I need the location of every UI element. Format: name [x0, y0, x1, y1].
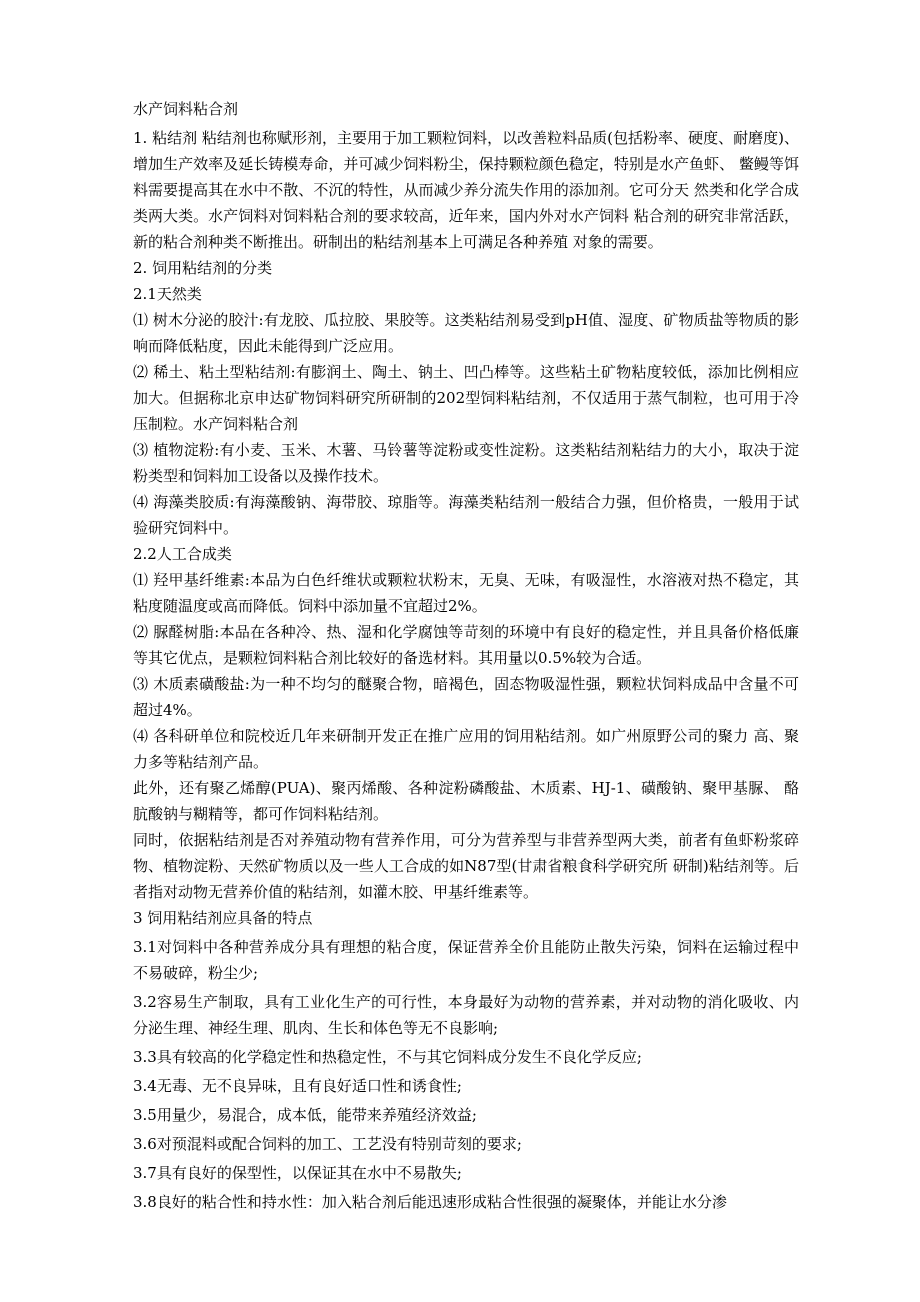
feature-item: 3.5用量少，易混合，成本低，能带来养殖经济效益;: [133, 1106, 477, 1124]
paragraph-synthetic-3: ⑶ 木质素磺酸盐:为一种不均匀的醚聚合物，暗褐色，固态物吸湿性强，颗粒状饲料成品中含量不可超过4%。: [133, 675, 799, 719]
paragraph-synthetic-1: ⑴ 羟甲基纤维素:本品为白色纤维状或颗粒状粉末，无臭、无味，有吸湿性，水溶液对热不稳定，其粘度随温度或高而降低。饲料中添加量不宜超过2%。: [133, 571, 799, 615]
heading-synthetic: 2.2人工合成类: [133, 545, 232, 563]
feature-item: 3.1对饲料中各种营养成分具有理想的粘合度，保证营养全价且能防止散失污染，饲料在运输过程中不易破碎，粉尘少;: [133, 938, 799, 982]
feature-item: 3.3具有较高的化学稳定性和热稳定性，不与其它饲料成分发生不良化学反应;: [133, 1048, 642, 1066]
paragraph-natural-1: ⑴ 树木分泌的胶汁:有龙胶、瓜拉胶、果胶等。这类粘结剂易受到pH值、湿度、矿物质盐等物质的影响而降低粘度，因此未能得到广泛应用。: [133, 311, 799, 355]
feature-item: 3.8良好的粘合性和持水性：加入粘合剂后能迅速形成粘合性很强的凝聚体，并能让水分渗: [133, 1193, 727, 1211]
paragraph-natural-4: ⑷ 海藻类胶质:有海藻酸钠、海带胶、琼脂等。海藻类粘结剂一般结合力强，但价格贵，一般用于试验研究饲料中。: [133, 493, 799, 537]
paragraph-others: 此外，还有聚乙烯醇(PUA)、聚丙烯酸、各种淀粉磷酸盐、木质素、HJ-1、磺酸钠、聚甲基脲、 酪肮酸钠与糊精等，都可作饲料粘结剂。: [133, 779, 799, 823]
heading-natural: 2.1天然类: [133, 285, 202, 303]
heading-features: 3 饲用粘结剂应具备的特点: [133, 909, 313, 927]
paragraph-binder-intro: 1. 粘结剂 粘结剂也称赋形剂，主要用于加工颗粒饲料，以改善粒料品质(包括粉率、硬度、耐磨度)、 增加生产效率及延长铸模寿命，并可减少饲料粉尘，保持颗粒颜色稳定，特别是水产鱼虾、 鳖鳗等饵料需要提高其在水中不散、不沉的特性，从而减少养分流失作用的添加剂。它可分天 然类和化学合成类两大类。水产饲料对饲料粘合剂的要求较高，近年来，国内外对水产饲料 粘合剂的研究非常活跃，新的粘合剂种类不断推出。研制出的粘结剂基本上可满足各种养殖 对象的需要。: [133, 129, 799, 251]
feature-item: 3.2容易生产制取，具有工业化生产的可行性，本身最好为动物的营养素，并对动物的消化吸收、内分泌生理、神经生理、肌肉、生长和体色等无不良影响;: [133, 993, 799, 1037]
heading-classification: 2. 饲用粘结剂的分类: [133, 259, 273, 277]
document-page: [133, 96, 799, 1215]
paragraph-nutrition: 同时，依据粘结剂是否对养殖动物有营养作用，可分为营养型与非营养型两大类，前者有鱼虾粉浆碎物、植物淀粉、天然矿物质以及一些人工合成的如N87型(甘肃省粮食科学研究所 研制)粘结剂等。后者指对动物无营养价值的粘结剂，如灌木胶、甲基纤维素等。: [133, 831, 799, 901]
feature-item: 3.7具有良好的保型性，以保证其在水中不易散失;: [133, 1164, 462, 1182]
doc-title: 水产饲料粘合剂: [133, 100, 239, 118]
feature-item: 3.4无毒、无不良异味，且有良好适口性和诱食性;: [133, 1077, 462, 1095]
paragraph-natural-3: ⑶ 植物淀粉:有小麦、玉米、木薯、马铃薯等淀粉或变性淀粉。这类粘结剂粘结力的大小，取决于淀粉类型和饲料加工设备以及操作技术。: [133, 441, 799, 485]
paragraph-synthetic-4: ⑷ 各科研单位和院校近几年来研制开发正在推广应用的饲用粘结剂。如广州原野公司的聚力 高、聚力多等粘结剂产品。: [133, 727, 799, 771]
paragraph-natural-2: ⑵ 稀土、粘土型粘结剂:有膨润土、陶土、钠土、凹凸棒等。这些粘土矿物粘度较低，添加比例相应加大。但据称北京申达矿物饲料研究所研制的202型饲料粘结剂，不仅适用于蒸气制粒，也可用于冷压制粒。水产饲料粘合剂: [133, 363, 799, 433]
paragraph-synthetic-2: ⑵ 脲醛树脂:本品在各种冷、热、湿和化学腐蚀等苛刻的环境中有良好的稳定性，并且具备价格低廉等其它优点，是颗粒饲料粘合剂比较好的备选材料。其用量以0.5%较为合适。: [133, 623, 799, 667]
feature-item: 3.6对预混料或配合饲料的加工、工艺没有特别苛刻的要求;: [133, 1135, 522, 1153]
